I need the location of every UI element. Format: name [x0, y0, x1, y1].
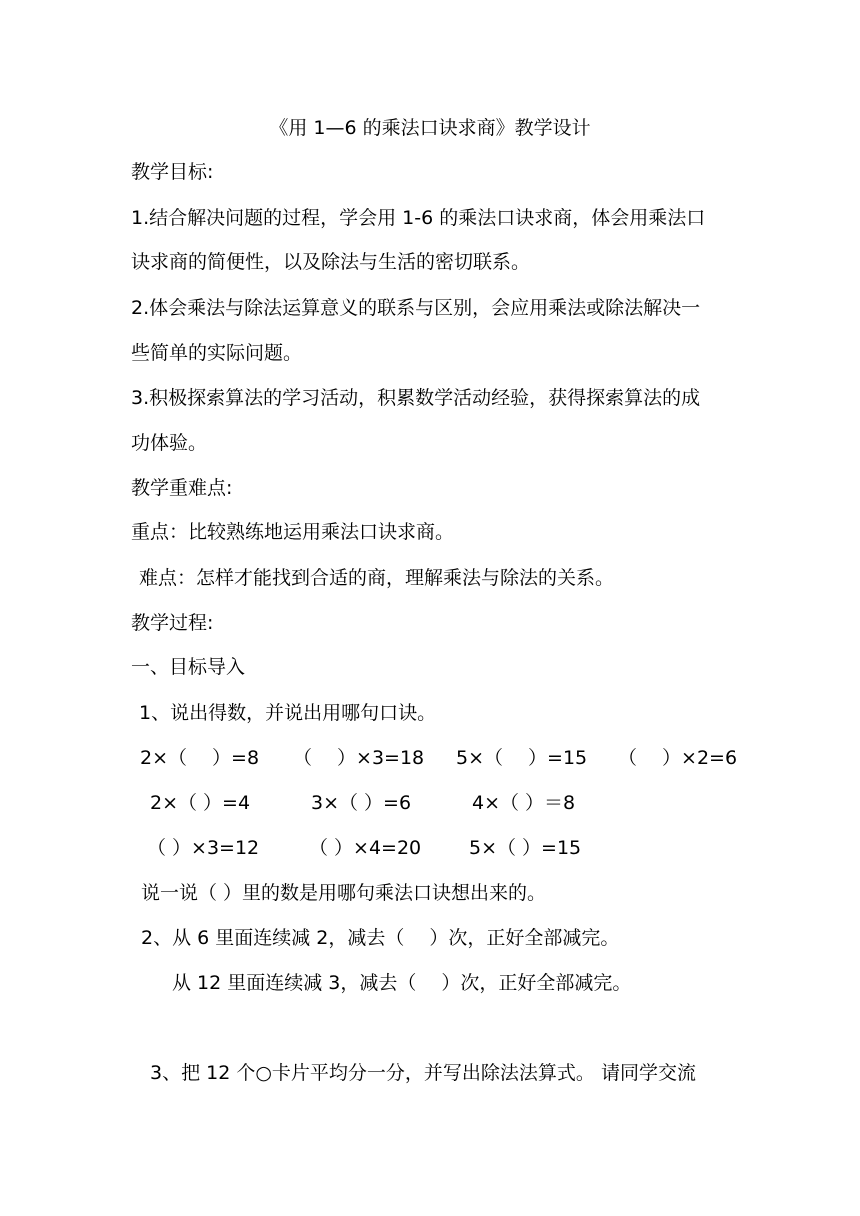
key-point: 重点：比较熟练地运用乘法口诀求商。	[131, 521, 455, 543]
equation: （ ）×2=6	[618, 747, 738, 769]
item-1-note: 说一说（ ）里的数是用哪句乘法口诀想出来的。	[141, 882, 547, 904]
item-2-line-1: 2、从 6 里面连续减 2，减去（ ）次，正好全部减完。	[141, 927, 620, 949]
objective-3-line-1: 3.积极探索算法的学习活动，积累数学活动经验，获得探索算法的成	[131, 387, 701, 409]
item-3-text: 3、把 12 个○卡片平均分一分，并写出除法法算式。 请同学交流	[150, 1062, 696, 1084]
objective-1-line-2: 诀求商的简便性，以及除法与生活的密切联系。	[131, 251, 531, 273]
section-1-heading: 一、目标导入	[131, 656, 246, 678]
objective-3-line-2: 功体验。	[131, 432, 208, 454]
item-1-text: 1、说出得数，并说出用哪句口诀。	[139, 702, 437, 724]
equation: 5×（ ）=15	[456, 747, 588, 769]
equation: （ ）×4=20	[309, 837, 422, 859]
equation: （ ）×3=12	[147, 837, 260, 859]
page-title: 《用 1—6 的乘法口诀求商》教学设计	[269, 117, 591, 139]
key-difficult-heading: 教学重难点:	[131, 477, 233, 499]
process-heading: 教学过程:	[131, 612, 214, 634]
equation: 4×（ ）＝8	[472, 792, 576, 814]
equation: 2×（ ）=8	[140, 747, 260, 769]
objective-1-line-1: 1.结合解决问题的过程，学会用 1-6 的乘法口诀求商，体会用乘法口	[131, 207, 706, 229]
item-2-line-2: 从 12 里面连续减 3，减去（ ）次，正好全部减完。	[172, 972, 632, 994]
difficult-point: 难点：怎样才能找到合适的商，理解乘法与除法的关系。	[139, 567, 615, 589]
equation: 3×（ ）=6	[311, 792, 412, 814]
equation: 2×（ ）=4	[150, 792, 251, 814]
objectives-heading: 教学目标:	[131, 161, 214, 183]
objective-2-line-1: 2.体会乘法与除法运算意义的联系与区别，会应用乘法或除法解决一	[131, 297, 701, 319]
objective-2-line-2: 些简单的实际问题。	[131, 342, 303, 364]
equation: （ ）×3=18	[293, 747, 425, 769]
equation: 5×（ ）=15	[469, 837, 582, 859]
